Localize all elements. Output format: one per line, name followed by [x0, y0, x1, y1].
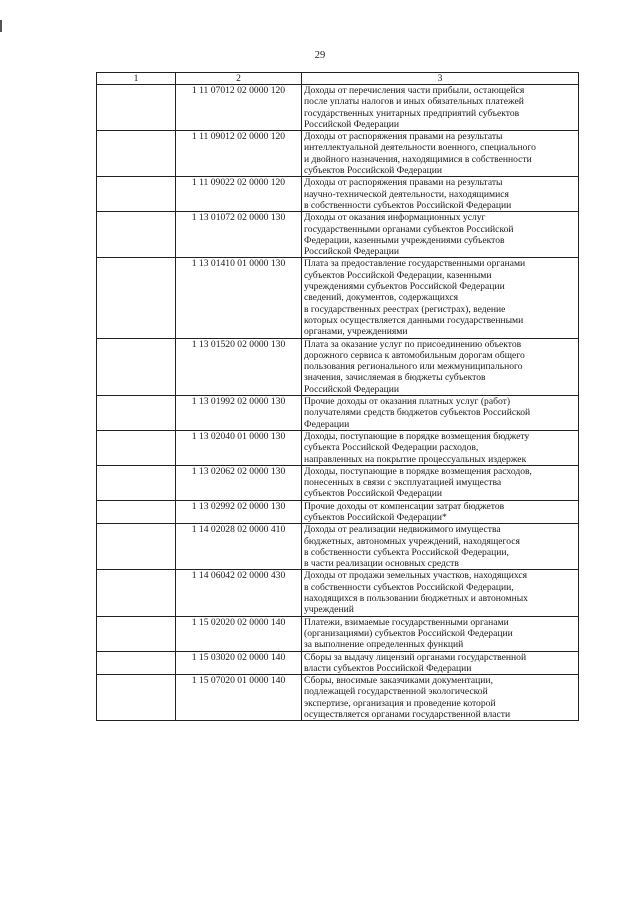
table-row [97, 338, 579, 395]
description-line: и двойного назначения, находящимися в собственности [304, 153, 532, 165]
table-body [97, 85, 579, 721]
revenue-code-cell: 1 14 02028 02 0000 410 [176, 524, 302, 570]
description-line: пользования регионального или межмуниципального [304, 361, 523, 373]
description-line: Платежи, взимаемые государственными органами [304, 616, 509, 628]
description-line: Доходы, поступающие в порядке возмещения расходов, [304, 465, 532, 477]
description-line: Доходы от продажи земельных участков, находящихся [304, 570, 528, 582]
description-line: понесенных в связи с эксплуатацией имущества [304, 477, 502, 489]
column-header-2: 2 [176, 73, 302, 85]
row-col1-cell [97, 212, 176, 258]
description-line: государственных унитарных предприятий субъектов [304, 107, 520, 119]
revenue-code-cell: 1 11 09012 02 0000 120 [176, 131, 302, 177]
description-line: субъектов Российской Федерации, казенными [304, 269, 492, 281]
description-line: сведений, документов, содержащихся [304, 292, 459, 304]
scan-edge-mark [0, 20, 2, 32]
revenue-description-cell [302, 258, 579, 338]
table-row [97, 131, 579, 177]
description-line: Федерации, казенными учреждениями субъектов [304, 234, 505, 246]
revenue-code-cell: 1 13 02062 02 0000 130 [176, 465, 302, 500]
column-header-1: 1 [97, 73, 176, 85]
revenue-codes-table [96, 72, 579, 721]
row-col1-cell [97, 675, 176, 721]
revenue-code-cell: 1 15 07020 01 0000 140 [176, 675, 302, 721]
description-line: Сборы за выдачу лицензий органами государственной [304, 651, 527, 663]
description-line: интеллектуальной деятельности военного, специального [304, 142, 536, 154]
table-header-row [97, 73, 579, 85]
description-line: субъекта Российской Федерации расходов, [304, 442, 479, 454]
table-row [97, 675, 579, 721]
table-row [97, 430, 579, 465]
row-col1-cell [97, 396, 176, 431]
table-row [97, 177, 579, 212]
description-line: субъектов Российской Федерации [304, 488, 442, 500]
description-line: Доходы от оказания информационных услуг [304, 212, 486, 224]
revenue-code-cell: 1 13 02992 02 0000 130 [176, 500, 302, 524]
revenue-description-cell [302, 85, 579, 131]
description-line: государственными органами субъектов Российской [304, 223, 514, 235]
description-line: Российской Федерации [304, 118, 399, 130]
table-row [97, 651, 579, 675]
description-line: власти субъектов Российской Федерации [304, 662, 472, 674]
row-col1-cell [97, 465, 176, 500]
table-row [97, 465, 579, 500]
description-line: экспертизе, организация и проведение которой [304, 697, 496, 709]
revenue-description-cell [302, 651, 579, 675]
row-col1-cell [97, 177, 176, 212]
table-row [97, 85, 579, 131]
description-line: Прочие доходы от компенсации затрат бюджетов [304, 500, 505, 512]
description-line: в собственности субъектов Российской Федерации, [304, 581, 514, 593]
revenue-description-cell [302, 338, 579, 395]
row-col1-cell [97, 524, 176, 570]
description-line: получателями средств бюджетов субъектов Российской [304, 407, 531, 419]
revenue-code-cell: 1 13 01520 02 0000 130 [176, 338, 302, 395]
revenue-code-cell: 1 15 02020 02 0000 140 [176, 616, 302, 651]
description-line: бюджетных, автономных учреждений, находящегося [304, 535, 520, 547]
description-line: за выполнение определенных функций [304, 639, 464, 651]
description-line: Федерации [304, 418, 350, 430]
revenue-description-cell [302, 524, 579, 570]
description-line: после уплаты налогов и иных обязательных платежей [304, 96, 524, 108]
description-line: в государственных реестрах (регистрах), ведение [304, 303, 506, 315]
description-line: Доходы от перечисления части прибыли, остающейся [304, 85, 525, 96]
description-line: Доходы от распоряжения правами на результаты [304, 131, 503, 143]
row-col1-cell [97, 85, 176, 131]
row-col1-cell [97, 258, 176, 338]
description-line: находящихся в пользовании бюджетных и автономных [304, 593, 528, 605]
description-line: Доходы от реализации недвижимого имущества [304, 524, 501, 536]
revenue-description-cell [302, 430, 579, 465]
description-line: Сборы, вносимые заказчиками документации, [304, 675, 493, 687]
row-col1-cell [97, 131, 176, 177]
revenue-description-cell [302, 177, 579, 212]
description-line: дорожного сервиса к автомобильным дорогам общего [304, 349, 525, 361]
description-line: учреждений [304, 604, 354, 616]
description-line: осуществляется органами государственной власти [304, 709, 511, 721]
row-col1-cell [97, 570, 176, 616]
description-line: которых осуществляется данными государственными [304, 314, 524, 326]
description-line: Доходы от распоряжения правами на результаты [304, 177, 503, 189]
revenue-code-cell: 1 14 06042 02 0000 430 [176, 570, 302, 616]
page-number: 29 [314, 50, 326, 61]
table-row [97, 616, 579, 651]
description-line: научно-технической деятельности, находящимися [304, 188, 509, 200]
revenue-description-cell [302, 131, 579, 177]
description-line: в собственности субъектов Российской Федерации [304, 199, 512, 211]
description-line: органами, учреждениями [304, 326, 408, 338]
description-line: Плата за предоставление государственными органами [304, 258, 526, 270]
description-line: Российской Федерации [304, 383, 399, 395]
revenue-description-cell [302, 465, 579, 500]
revenue-description-cell [302, 396, 579, 431]
table-row [97, 500, 579, 524]
description-line: подлежащей государственной экологической [304, 686, 488, 698]
revenue-code-cell: 1 13 02040 01 0000 130 [176, 430, 302, 465]
row-col1-cell [97, 500, 176, 524]
revenue-description-cell [302, 500, 579, 524]
description-line: Доходы, поступающие в порядке возмещения бюджету [304, 430, 530, 442]
revenue-description-cell [302, 212, 579, 258]
revenue-code-cell: 1 11 09022 02 0000 120 [176, 177, 302, 212]
revenue-code-cell: 1 11 07012 02 0000 120 [176, 85, 302, 131]
column-header-3: 3 [302, 73, 579, 85]
revenue-description-cell [302, 616, 579, 651]
description-line: учреждениями субъектов Российской Федерации [304, 281, 505, 293]
table-row [97, 258, 579, 338]
revenue-code-cell: 1 15 03020 02 0000 140 [176, 651, 302, 675]
description-line: Плата за оказание услуг по присоединению объектов [304, 338, 522, 350]
description-line: в части реализации основных средств [304, 558, 459, 570]
description-line: (организациями) субъектов Российской Федерации [304, 627, 513, 639]
table-row [97, 570, 579, 616]
description-line: Прочие доходы от оказания платных услуг (работ) [304, 396, 511, 408]
row-col1-cell [97, 430, 176, 465]
revenue-code-cell: 1 13 01410 01 0000 130 [176, 258, 302, 338]
description-line: значения, зачисляемая в бюджеты субъектов [304, 372, 486, 384]
description-line: Российской Федерации [304, 246, 399, 258]
revenue-code-cell: 1 13 01992 02 0000 130 [176, 396, 302, 431]
row-col1-cell [97, 616, 176, 651]
revenue-code-cell: 1 13 01072 02 0000 130 [176, 212, 302, 258]
description-line: субъектов Российской Федерации* [304, 511, 447, 523]
description-line: в собственности субъекта Российской Федерации, [304, 546, 509, 558]
row-col1-cell [97, 651, 176, 675]
table-row [97, 396, 579, 431]
description-line: субъектов Российской Федерации [304, 165, 442, 177]
row-col1-cell [97, 338, 176, 395]
table-row [97, 212, 579, 258]
revenue-description-cell [302, 675, 579, 721]
description-line: направленных на покрытие процессуальных издержек [304, 453, 527, 465]
revenue-description-cell [302, 570, 579, 616]
table-row [97, 524, 579, 570]
